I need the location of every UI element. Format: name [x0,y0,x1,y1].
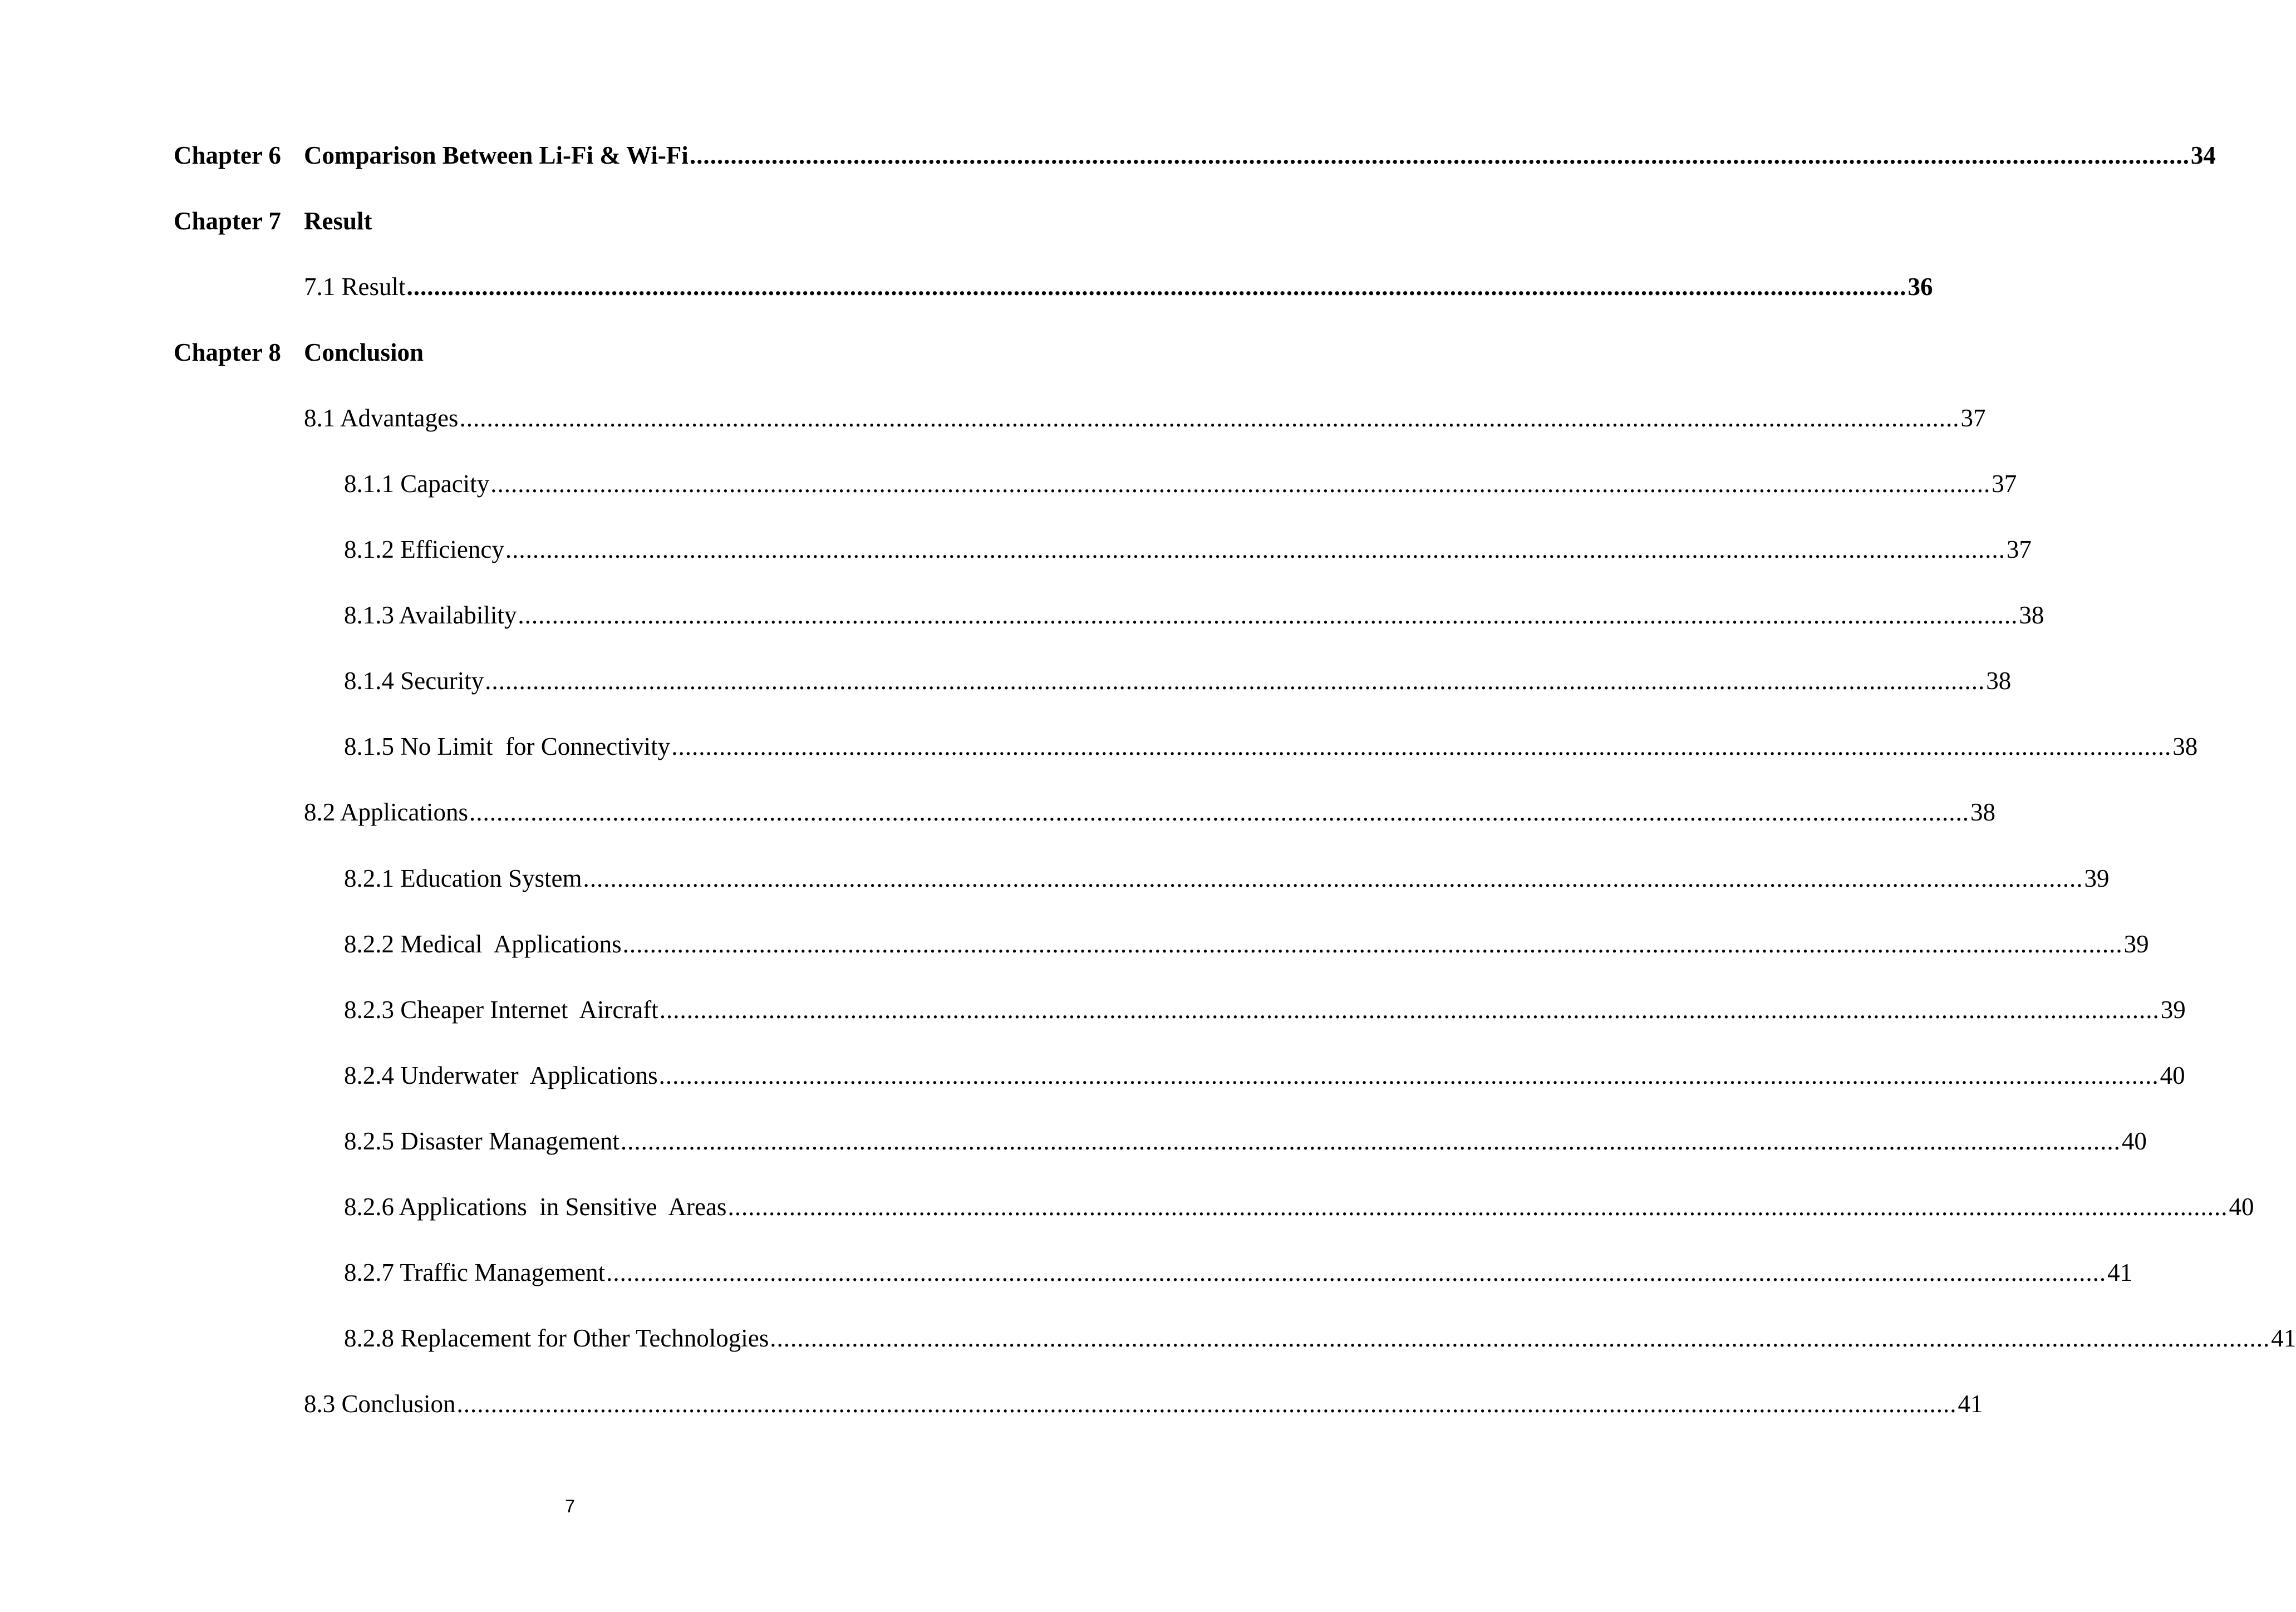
toc-heading-chapter-7[interactable] [174,203,372,234]
page-ref: 41 [2107,1259,2133,1286]
toc-entry-7-1[interactable] [304,268,1933,301]
section-title: 8.2.8 Replacement for Other Technologies [344,1324,769,1352]
page-ref: 36 [1907,273,1933,301]
dot-leader: ............................................................................................................................................................................................................................ [505,535,2005,563]
dot-leader: ............................................................................................................................................................................................................................ [518,601,2018,629]
toc-entry-8-2-8[interactable] [344,1320,2296,1352]
section-title: 8.2.6 Applications in Sensitive Areas [344,1193,727,1221]
chapter-title: Conclusion [304,338,424,366]
dot-leader: ............................................................................................................................................................................................................................ [606,1259,2107,1286]
section-title: 7.1 Result [304,273,406,301]
page-ref: 39 [2160,996,2186,1024]
chapter-label: Chapter 6 [174,141,281,169]
dot-leader: ............................................................................................................................................................................................................................ [490,470,1991,498]
toc-entry-8-1-4[interactable] [344,662,2012,695]
page-ref: 41 [1958,1390,1983,1418]
section-title: 8.2.5 Disaster Management [344,1127,620,1155]
section-title: 8.3 Conclusion [304,1390,456,1418]
page-ref: 37 [2006,535,2032,563]
section-title: 8.2.1 Education System [344,864,582,892]
chapter-label: Chapter 8 [174,338,281,366]
page-ref: 40 [2229,1193,2254,1221]
page-ref: 37 [1992,470,2017,498]
section-title: 8.2.3 Cheaper Internet Aircraft [344,996,658,1024]
page-ref: 40 [2160,1061,2185,1089]
page-ref: 38 [1970,798,1995,826]
dot-leader: ............................................................................................................................................................................................................................ [456,1390,1957,1418]
toc-entry-8-2-4[interactable] [344,1057,2185,1089]
section-title: 8.1.4 Security [344,667,484,695]
toc-entry-8-2-3[interactable] [344,991,2186,1024]
toc-entry-8-2-5[interactable] [344,1123,2147,1155]
dot-leader: ............................................................................................................................................................................................................................ [583,864,2083,892]
toc-entry-8-2-1[interactable] [344,860,2110,892]
section-title: 8.1.1 Capacity [344,470,490,498]
dot-leader: ............................................................................................................................................................................................................................ [770,1324,2270,1352]
dot-leader: ............................................................................................................................................................................................................................ [671,733,2172,760]
page-ref: 41 [2271,1324,2296,1352]
section-title: 8.1.3 Availability [344,601,517,629]
section-title: 8.2.2 Medical Applications [344,930,622,958]
dot-leader: ............................................................................................................................................................................................................................ [658,1061,2159,1089]
page-ref: 38 [1986,667,2012,695]
section-title: 8.2 Applications [304,798,468,826]
page-ref: 37 [1960,404,1986,432]
chapter-title: Result [304,207,372,235]
section-title: 8.2.4 Underwater Applications [344,1061,658,1089]
toc-entry-8-2-2[interactable] [344,926,2149,958]
page-number: 7 [565,1496,575,1516]
toc-entry-8-1[interactable] [304,400,1986,432]
chapter-label: Chapter 7 [174,207,281,235]
dot-leader: ............................................................................................................................................................................................................................ [620,1127,2121,1155]
page-ref: 39 [2123,930,2149,958]
dot-leader: ............................................................................................................................................................................................................................ [406,273,1907,301]
dot-leader: ............................................................................................................................................................................................................................ [485,667,1985,695]
page-ref: 34 [2190,141,2216,169]
dot-leader: ............................................................................................................................................................................................................................ [727,1193,2228,1221]
page-ref: 40 [2121,1127,2147,1155]
section-title: 8.1.2 Efficiency [344,535,504,563]
toc-entry-8-1-2[interactable] [344,531,2032,563]
toc-entry-8-1-5[interactable] [344,728,2198,760]
page-ref: 38 [2172,733,2198,760]
toc-entry-8-1-1[interactable] [344,465,2017,498]
toc-entry-8-3[interactable] [304,1385,1983,1418]
chapter-title: Comparison Between Li-Fi & Wi-Fi [304,141,689,169]
dot-leader: ............................................................................................................................................................................................................................ [689,141,2190,169]
toc-entry-8-2[interactable] [304,794,1995,826]
section-title: 8.2.7 Traffic Management [344,1259,606,1286]
section-title: 8.1 Advantages [304,404,459,432]
page-ref: 38 [2019,601,2044,629]
dot-leader: ............................................................................................................................................................................................................................ [469,798,1969,826]
section-title: 8.1.5 No Limit for Connectivity [344,733,671,760]
toc-heading-chapter-8[interactable] [174,334,424,365]
toc-entry-8-2-6[interactable] [344,1188,2254,1221]
dot-leader: ............................................................................................................................................................................................................................ [459,404,1960,432]
dot-leader: ............................................................................................................................................................................................................................ [622,930,2123,958]
toc-entry-8-1-3[interactable] [344,597,2044,629]
toc-entry-chapter-6[interactable] [174,137,2216,169]
toc-entry-8-2-7[interactable] [344,1254,2133,1286]
dot-leader: ............................................................................................................................................................................................................................ [659,996,2160,1024]
page-ref: 39 [2084,864,2110,892]
